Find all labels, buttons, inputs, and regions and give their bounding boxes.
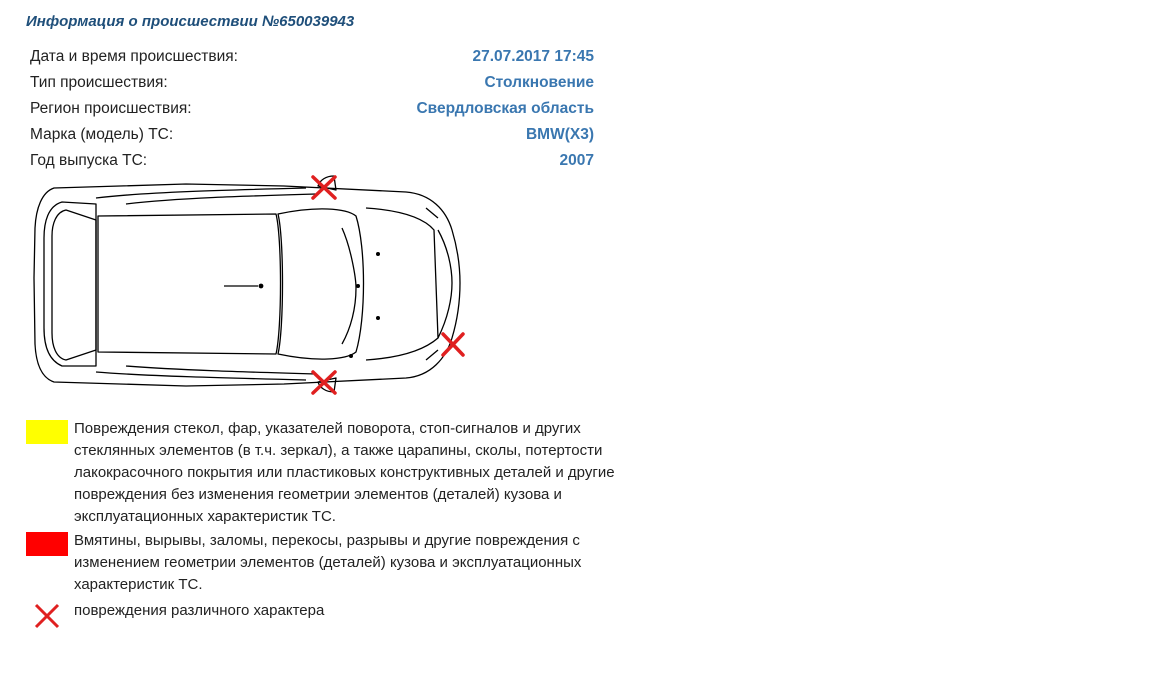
info-value: Столкновение: [484, 74, 594, 91]
legend-text: Вмятины, вырывы, заломы, перекосы, разрывы и другие повреждения с изменением геометрии элементов (деталей) кузова и эксплуатационных характеристик ТС.: [74, 532, 582, 593]
info-value: 2007: [559, 152, 594, 169]
info-label: Тип происшествия:: [30, 74, 168, 91]
legend-item-various-damage: [26, 600, 626, 622]
yellow-swatch: [26, 420, 68, 444]
info-label: Регион происшествия:: [30, 100, 192, 117]
info-row-model: [30, 124, 594, 150]
info-value: BMW(X3): [525, 126, 594, 143]
info-label: Дата и время происшествия:: [30, 48, 238, 65]
page-title: Информация о происшествии №650039943: [26, 13, 355, 30]
info-value: Свердловская область: [416, 100, 594, 117]
damage-mark-front-bumper: [443, 334, 463, 355]
info-row-type: [30, 72, 594, 98]
car-outline: [34, 176, 460, 392]
info-row-datetime: [30, 46, 594, 72]
info-label: Год выпуска ТС:: [30, 152, 148, 169]
red-swatch: [26, 532, 68, 556]
info-label: Марка (модель) ТС:: [30, 126, 174, 143]
legend-item-minor-damage: [26, 418, 626, 528]
legend-item-major-damage: [26, 530, 626, 596]
damage-legend: [26, 418, 626, 622]
legend-text: повреждения различного характера: [74, 602, 325, 619]
red-cross-icon: [34, 603, 60, 629]
legend-text: Повреждения стекол, фар, указателей поворота, стоп-сигналов и других стеклянных элементов (в т.ч. зеркал), а также царапины, сколы, потертости лакокрасочного покрытия или пластиковых конструктивных деталей и другие повреждения без изменения геометрии элементов (деталей) кузова и эксплуатационных характеристик ТС.: [74, 420, 615, 525]
car-damage-diagram: [26, 168, 471, 400]
info-value: 27.07.2017 17:45: [472, 48, 594, 65]
car-detail-dots: [259, 252, 380, 358]
incident-info-table: [30, 46, 594, 176]
info-row-region: [30, 98, 594, 124]
